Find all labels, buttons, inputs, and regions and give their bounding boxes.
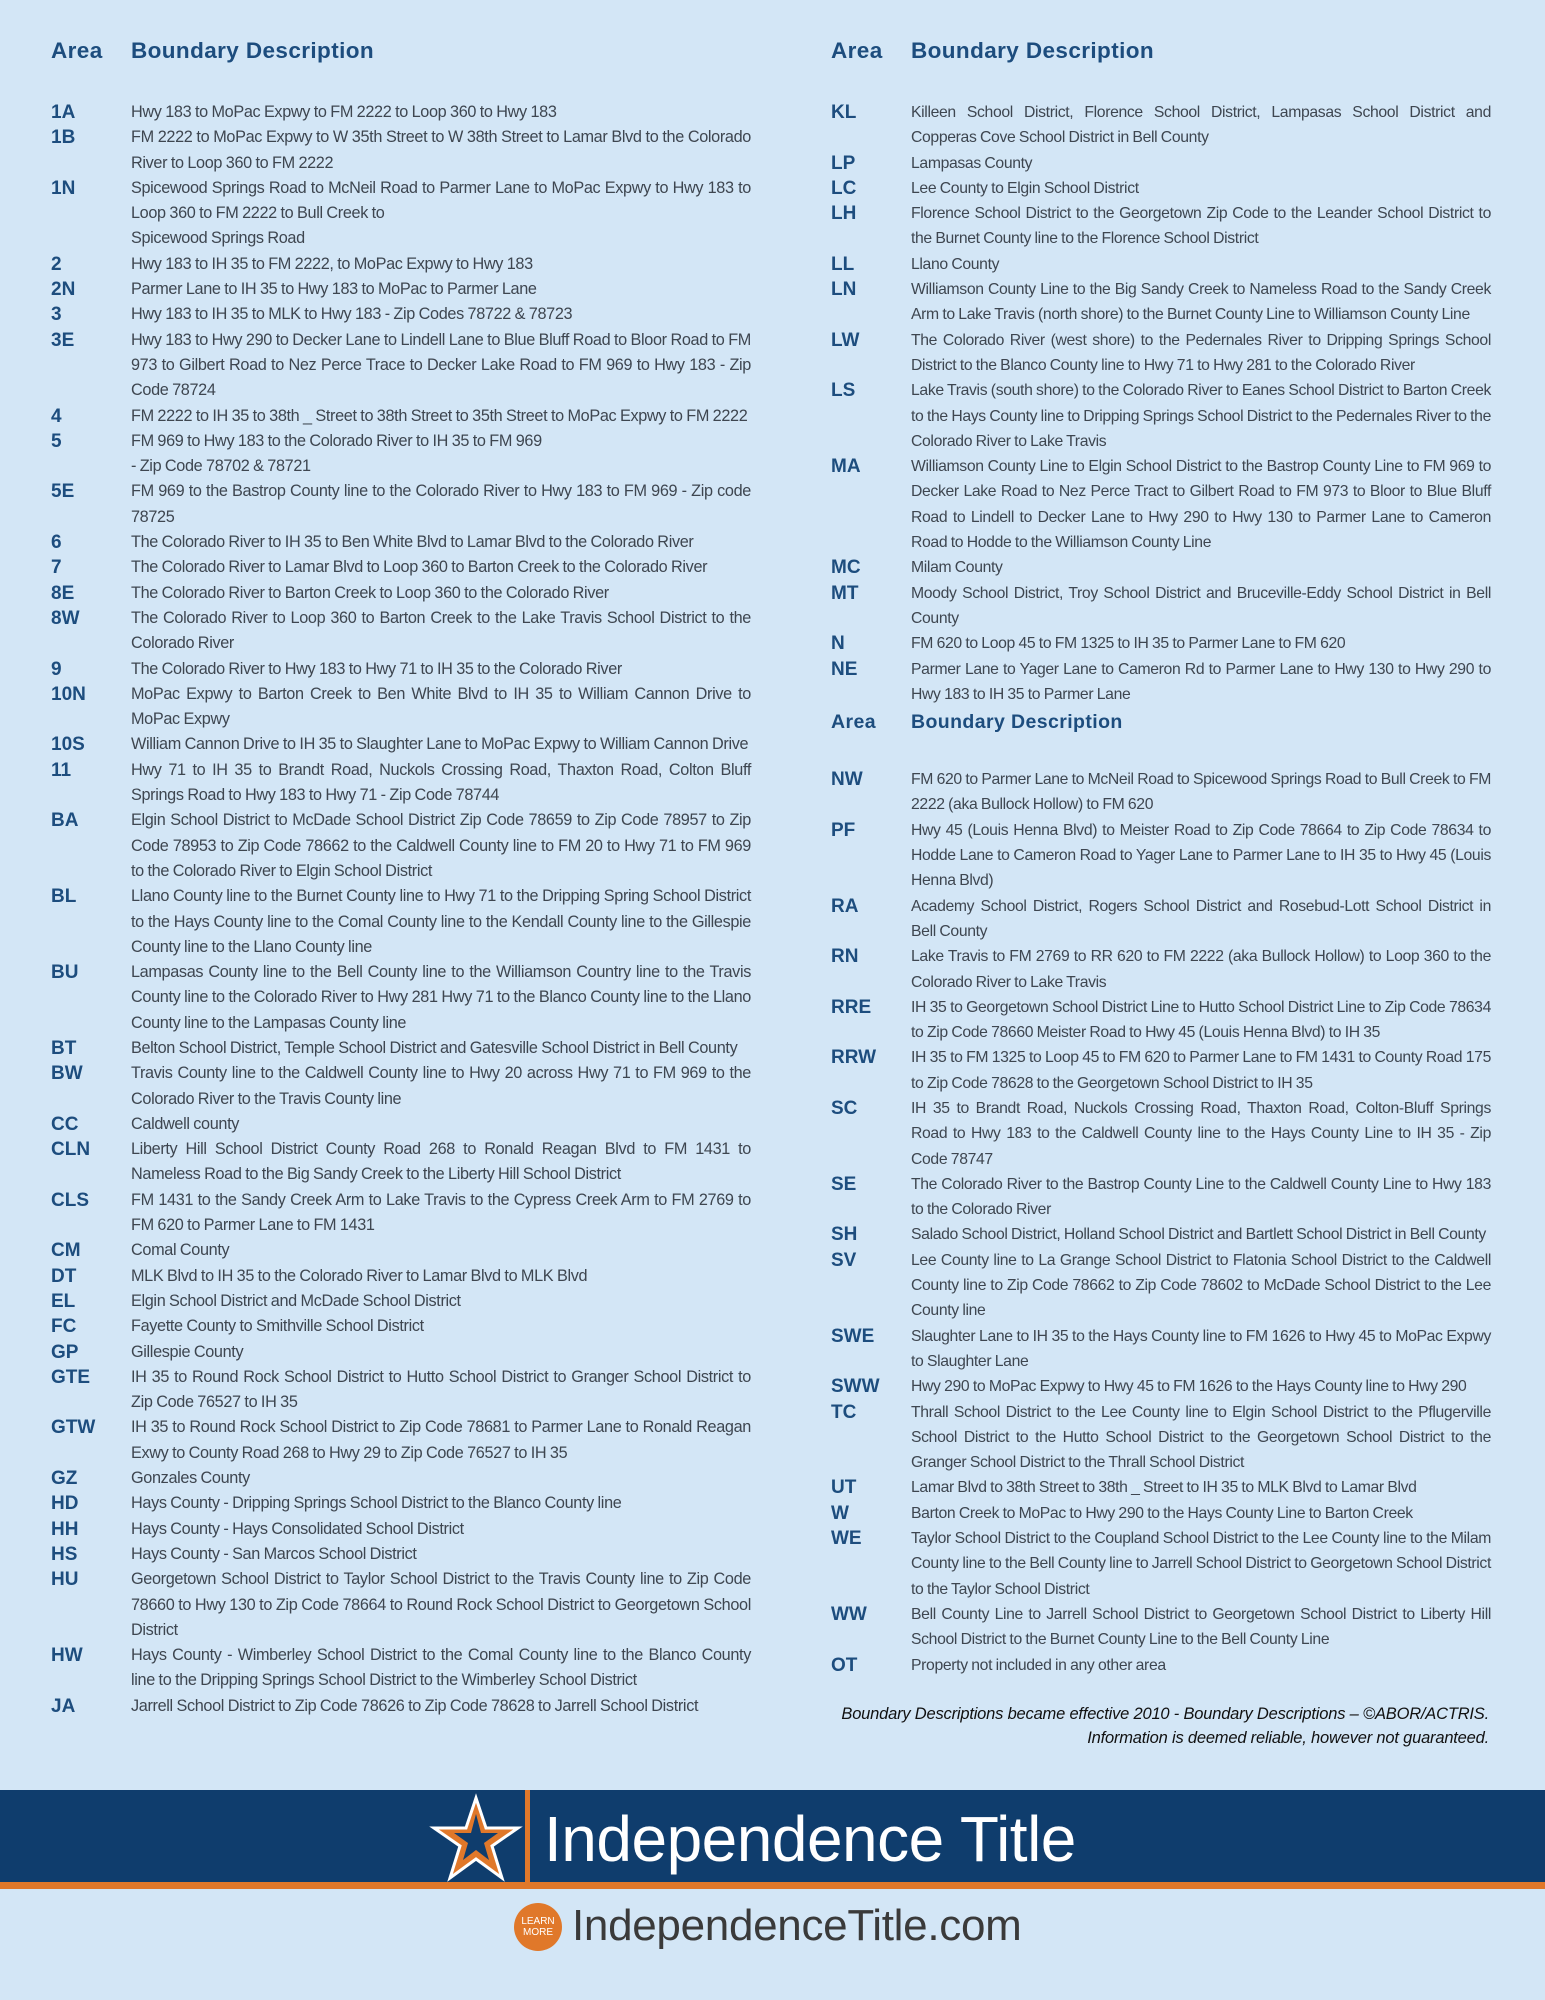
boundary-heading: Boundary Description (911, 38, 1155, 63)
area-entry (51, 328, 751, 404)
area-entry (51, 429, 751, 480)
area-description: Caldwell county (131, 1114, 240, 1133)
area-description: Gillespie County (131, 1342, 244, 1361)
area-description: FM 969 to the Bastrop County line to the Colorado River to Hwy 183 to FM 969 - Zip code 78725 (131, 482, 751, 526)
left-entry-list (51, 100, 751, 1719)
area-code: HH (51, 1518, 79, 1540)
area-code: TC (831, 1401, 857, 1423)
area-description: Thrall School District to the Lee County line to Elgin School District to the Pflugerville School District to the Hutto School District to the Georgetown School District to the Granger School District to the Thrall School District (911, 1403, 1491, 1472)
area-description: IH 35 to Brandt Road, Nuckols Crossing Road, Thaxton Road, Colton-Bluff Springs Road to Hwy 183 to the Caldwell County line to the Hays County Line to IH 35 - Zip Code 78747 (911, 1099, 1491, 1168)
area-code: SH (831, 1224, 858, 1246)
area-entry (831, 378, 1491, 454)
area-code: JA (51, 1695, 76, 1717)
left-column (51, 38, 751, 1719)
area-entry (51, 100, 751, 125)
area-code: UT (831, 1477, 857, 1499)
area-code: SE (831, 1173, 857, 1195)
area-code: 10S (51, 734, 85, 756)
area-description: Taylor School District to the Coupland School District to the Lee County line to the Milam County line to the Bell County line to Jarrell School District to Georgetown School District to the Taylor School District (911, 1530, 1491, 1598)
area-code: GTW (51, 1417, 96, 1439)
area-entry (831, 1602, 1491, 1653)
area-entry (51, 1061, 751, 1112)
area-entry (51, 581, 751, 606)
area-entry (831, 176, 1491, 201)
area-code: CLS (51, 1189, 89, 1211)
area-entry (51, 1542, 751, 1567)
area-description: Florence School District to the Georgetown Zip Code to the Leander School District to the Burnet County line to the Florence School District (911, 205, 1491, 248)
area-description: FM 969 to Hwy 183 to the Colorado River to IH 35 to FM 969 - Zip Code 78702 & 78721 (131, 431, 542, 476)
area-description: Hays County - San Marcos School District (131, 1544, 417, 1563)
area-description: Lake Travis (south shore) to the Colorado River to Eanes School District to Barton Creek to the Hays County line to Dripping Springs School District to the Pedernales River to the Colorado River to Lake Travis (911, 382, 1491, 450)
area-entry (51, 530, 751, 555)
area-description: The Colorado River to Hwy 183 to Hwy 71 to IH 35 to the Colorado River (131, 659, 622, 678)
area-description: Hays County - Dripping Springs School District to the Blanco County line (131, 1494, 622, 1513)
area-description: FM 1431 to the Sandy Creek Arm to Lake Travis to the Cypress Creek Arm to FM 2769 to FM 620 to Parmer Lane to FM 1431 (131, 1190, 751, 1235)
area-entry (831, 100, 1491, 151)
area-entry (51, 657, 751, 682)
area-code: SV (831, 1249, 857, 1271)
area-entry (831, 277, 1491, 328)
area-code: PF (831, 819, 856, 841)
area-code: OT (831, 1654, 858, 1676)
area-entry (51, 1238, 751, 1263)
website-link[interactable]: IndependenceTitle.com (572, 1901, 1022, 1950)
area-code: NW (831, 769, 863, 791)
area-code: 9 (51, 658, 62, 680)
area-entry (51, 758, 751, 809)
area-code: 2N (51, 279, 76, 301)
area-entry (51, 1517, 751, 1542)
area-code: LC (831, 177, 857, 199)
banner-divider (525, 1790, 530, 1888)
area-description: Hays County - Wimberley School District to the Comal County line to the Blanco County line to the Dripping Springs School District to the Wimberley School District (131, 1646, 751, 1690)
area-description: Hwy 183 to Hwy 290 to Decker Lane to Lindell Lane to Blue Bluff Road to Bloor Road to FM 973 to Gilbert Road to Nez Perce Trace to Decker Lake Road to FM 969 to Hwy 183 - Zip Code 78724 (131, 330, 751, 400)
area-description: Bell County Line to Jarrell School District to Georgetown School District to Liberty Hill School District to the Burnet County Line to the Bell County Line (911, 1605, 1491, 1649)
area-description: Williamson County Line to the Big Sandy Creek to Nameless Road to the Sandy Creek Arm to Lake Travis (north shore) to the Burnet County Line to Williamson County Line (911, 281, 1491, 324)
area-description: FM 620 to Parmer Lane to McNeil Road to Spicewood Springs Road to Bull Creek to FM 2222 (aka Bullock Hollow) to FM 620 (911, 771, 1491, 814)
area-entry (51, 1694, 751, 1719)
area-description: The Colorado River (west shore) to the Pedernales River to Dripping Springs School District to the Blanco County line to Hwy 71 to Hwy 281 to the Colorado River (911, 331, 1491, 374)
area-code: 11 (51, 759, 72, 781)
area-description: IH 35 to Round Rock School District to Hutto School District to Granger School District to Zip Code 76527 to IH 35 (131, 1367, 751, 1412)
left-column-header (51, 38, 751, 74)
area-heading: Area (831, 38, 883, 63)
area-entry (51, 1365, 751, 1416)
area-code: 3E (51, 329, 75, 351)
area-entry (831, 1222, 1491, 1247)
area-description: Hwy 290 to MoPac Expwy to Hwy 45 to FM 1626 to the Hays County line to Hwy 290 (911, 1378, 1467, 1396)
area-heading: Area (831, 711, 876, 734)
area-code: LN (831, 279, 857, 301)
area-code: KL (831, 102, 857, 123)
area-description: IH 35 to Round Rock School District to Zip Code 78681 to Parmer Lane to Ronald Reagan Exwy to County Road 268 to Hwy 29 to Zip Code 76527 to IH 35 (131, 1418, 751, 1462)
area-entry (51, 1264, 751, 1289)
area-entry (831, 894, 1491, 945)
area-code: NE (831, 658, 858, 680)
area-description: Hwy 183 to IH 35 to MLK to Hwy 183 - Zip Codes 78722 & 78723 (131, 305, 573, 324)
area-entry (831, 1400, 1491, 1476)
area-code: DT (51, 1265, 77, 1287)
area-entry (51, 1036, 751, 1061)
boundary-heading: Boundary Description (131, 38, 375, 63)
area-description: FM 620 to Loop 45 to FM 1325 to IH 35 to Parmer Lane to FM 620 (911, 635, 1346, 653)
area-code: 5E (51, 481, 75, 503)
area-description: The Colorado River to the Bastrop County Line to the Caldwell County Line to Hwy 183 to the Colorado River (911, 1175, 1491, 1219)
area-entry (51, 884, 751, 960)
area-description: Hays County - Hays Consolidated School District (131, 1519, 464, 1538)
area-code: FC (51, 1316, 77, 1338)
area-code: GTE (51, 1366, 91, 1388)
area-description: Killeen School District, Florence School District, Lampasas School District and Copperas Cove School District in Bell County (911, 104, 1491, 147)
area-description: Georgetown School District to Taylor School District to the Travis County line to Zip Code 78660 to Hwy 130 to Zip Code 78664 to Round Rock School District to Georgetown School District (131, 1570, 751, 1639)
area-description: IH 35 to Georgetown School District Line to Hutto School District Line to Zip Code 78634 to Zip Code 78660 Meister Road to Hwy 45 (Louis Henna Blvd) to IH 35 (911, 998, 1491, 1042)
area-code: HD (51, 1493, 79, 1515)
area-description: Hwy 71 to IH 35 to Brandt Road, Nuckols Crossing Road, Thaxton Road, Colton Bluff Springs Road to Hwy 183 to Hwy 71 - Zip Code 78744 (131, 760, 751, 805)
area-code: CM (51, 1240, 81, 1262)
area-code: BW (51, 1063, 83, 1085)
area-code: 10N (51, 683, 86, 705)
area-entry (831, 1526, 1491, 1602)
area-code: 8W (51, 607, 80, 629)
area-entry (51, 1137, 751, 1188)
area-description: Belton School District, Temple School District and Gatesville School District in Bell County (131, 1038, 738, 1057)
area-entry (51, 125, 751, 176)
area-entry (831, 995, 1491, 1046)
right-entry-list-2 (831, 767, 1491, 1678)
area-code: 1B (51, 127, 76, 149)
area-description: MoPac Expwy to Barton Creek to Ben White Blvd to IH 35 to William Cannon Drive to MoPac Expwy (131, 684, 751, 729)
area-code: BU (51, 962, 79, 984)
right-column (831, 38, 1491, 1678)
area-code: HU (51, 1569, 79, 1591)
area-description: Llano County (911, 255, 1000, 273)
area-code: N (831, 633, 845, 655)
area-description: Gonzales County (131, 1469, 250, 1488)
area-code: WW (831, 1603, 867, 1625)
area-description: IH 35 to FM 1325 to Loop 45 to FM 620 to Parmer Lane to FM 1431 to County Road 175 to Zip Code 78628 to the Georgetown School District to IH 35 (911, 1049, 1491, 1092)
area-code: RRE (831, 996, 872, 1018)
area-code: 3 (51, 304, 62, 326)
area-description: Lee County line to La Grange School District to Flatonia School District to the Caldwell County line to Zip Code 78662 to Zip Code 78602 to McDade School District to the Lee County line (911, 1251, 1491, 1320)
area-entry (51, 732, 751, 757)
area-description: Parmer Lane to IH 35 to Hwy 183 to MoPac to Parmer Lane (131, 280, 537, 299)
area-entry (51, 1289, 751, 1314)
area-description: Academy School District, Rogers School District and Rosebud-Lott School District in Bell County (911, 897, 1491, 940)
area-description: Jarrell School District to Zip Code 78626 to Zip Code 78628 to Jarrell School District (131, 1696, 699, 1715)
area-description: Slaughter Lane to IH 35 to the Hays County line to FM 1626 to Hwy 45 to MoPac Expwy to Slaughter Lane (911, 1327, 1491, 1370)
area-description: FM 2222 to MoPac Expwy to W 35th Street to W 38th Street to Lamar Blvd to the Colorado River to Loop 360 to FM 2222 (131, 128, 751, 172)
area-description: FM 2222 to IH 35 to 38th _ Street to 38th Street to 35th Street to MoPac Expwy to FM 2222 (131, 406, 748, 425)
learn-more-badge[interactable]: LEARN MORE (514, 1903, 562, 1951)
area-description: Salado School District, Holland School District and Bartlett School District in Bell County (911, 1226, 1486, 1244)
area-code: MT (831, 582, 859, 604)
area-entry (51, 1415, 751, 1466)
area-entry (51, 176, 751, 252)
disclaimer-line-1: Boundary Descriptions became effective 2010 - Boundary Descriptions – ©ABOR/ACTRIS. (841, 1705, 1489, 1723)
area-entry (831, 151, 1491, 176)
area-code: GP (51, 1341, 79, 1363)
area-code: 1A (51, 102, 76, 123)
area-description: The Colorado River to IH 35 to Ben White Blvd to Lamar Blvd to the Colorado River (131, 533, 694, 552)
area-entry (51, 960, 751, 1036)
right-entry-list-1 (831, 100, 1491, 707)
star-logo-icon (426, 1790, 526, 1888)
right-column-header (831, 38, 1491, 74)
area-entry (51, 479, 751, 530)
area-description: Spicewood Springs Road to McNeil Road to Parmer Lane to MoPac Expwy to Hwy 183 to Loop 360 to FM 2222 to Bull Creek to Spicewood Springs Road (131, 178, 751, 248)
area-code: 2 (51, 253, 62, 275)
area-entry (51, 1340, 751, 1365)
area-entry (831, 1172, 1491, 1223)
area-description: The Colorado River to Lamar Blvd to Loop 360 to Barton Creek to the Colorado River (131, 558, 708, 577)
area-description: Hwy 45 (Louis Henna Blvd) to Meister Road to Zip Code 78664 to Zip Code 78634 to Hodde Lane to Cameron Road to Yager Lane to Parmer Lane to IH 35 to Hwy 45 (Louis Henna Blvd) (911, 821, 1491, 890)
area-code: W (831, 1502, 849, 1524)
area-code: RA (831, 895, 859, 917)
area-code: LL (831, 253, 855, 275)
area-entry (831, 1248, 1491, 1324)
area-description: Travis County line to the Caldwell County line to Hwy 20 across Hwy 71 to FM 969 to the Colorado River to the Travis County line (131, 1064, 751, 1108)
area-entry (51, 1643, 751, 1694)
area-description: Property not included in any other area (911, 1656, 1166, 1674)
area-description: Moody School District, Troy School District and Bruceville-Eddy School District in Bell County (911, 584, 1491, 627)
area-entry (51, 555, 751, 580)
area-entry (831, 252, 1491, 277)
area-entry (831, 944, 1491, 995)
area-description: Elgin School District and McDade School District (131, 1291, 461, 1310)
area-entry (51, 682, 751, 733)
area-entry (831, 657, 1491, 708)
area-code: SWE (831, 1325, 875, 1347)
area-entry (51, 302, 751, 327)
area-code: LS (831, 380, 856, 402)
right-mid-header (831, 711, 1491, 741)
area-entry (831, 818, 1491, 894)
area-entry (51, 252, 751, 277)
disclaimer-note (789, 1702, 1489, 1750)
area-description: Hwy 183 to IH 35 to FM 2222, to MoPac Expwy to Hwy 183 (131, 254, 533, 273)
area-entry (831, 1324, 1491, 1375)
area-description: Elgin School District to McDade School District Zip Code 78659 to Zip Code 78957 to Zip Code 78953 to Zip Code 78662 to the Caldwell County line to FM 20 to Hwy 71 to FM 969 to the Colorado River to Elgin School District (131, 811, 751, 880)
area-code: WE (831, 1528, 862, 1550)
area-code: 5 (51, 430, 62, 452)
area-code: 7 (51, 557, 62, 579)
area-entry (831, 631, 1491, 656)
area-heading: Area (51, 38, 103, 63)
area-code: BL (51, 886, 77, 908)
area-code: CC (51, 1113, 79, 1135)
area-entry (831, 454, 1491, 555)
area-code: LW (831, 329, 860, 351)
area-code: LH (831, 203, 857, 225)
banner-stripe (0, 1882, 1545, 1889)
area-code: 4 (51, 405, 62, 427)
area-code: HS (51, 1543, 78, 1565)
area-code: SWW (831, 1376, 880, 1398)
area-code: HW (51, 1645, 83, 1667)
area-entry (831, 581, 1491, 632)
area-description: Parmer Lane to Yager Lane to Cameron Rd to Parmer Lane to Hwy 130 to Hwy 290 to Hwy 183 to IH 35 to Parmer Lane (911, 660, 1491, 703)
area-description: Lampasas County (911, 154, 1033, 172)
area-entry (831, 1475, 1491, 1500)
area-entry (51, 808, 751, 884)
area-code: SC (831, 1097, 858, 1119)
area-code: MC (831, 557, 861, 579)
boundary-heading: Boundary Description (911, 711, 1123, 734)
area-entry (831, 555, 1491, 580)
area-code: RRW (831, 1047, 877, 1069)
area-code: BA (51, 810, 79, 832)
area-code: EL (51, 1290, 76, 1312)
area-description: Lee County to Elgin School District (911, 179, 1139, 197)
area-description: The Colorado River to Loop 360 to Barton Creek to the Lake Travis School District to the Colorado River (131, 608, 751, 653)
area-entry (831, 328, 1491, 379)
area-entry (51, 1112, 751, 1137)
area-description: Lamar Blvd to 38th Street to 38th _ Street to IH 35 to MLK Blvd to Lamar Blvd (911, 1479, 1417, 1497)
area-code: 6 (51, 532, 62, 554)
area-entry (831, 1096, 1491, 1172)
area-entry (51, 1491, 751, 1516)
area-description: The Colorado River to Barton Creek to Loop 360 to the Colorado River (131, 583, 609, 602)
area-description: Comal County (131, 1241, 230, 1260)
area-entry (51, 277, 751, 302)
area-code: GZ (51, 1468, 78, 1490)
area-entry (831, 1653, 1491, 1678)
area-entry (831, 1501, 1491, 1526)
area-code: RN (831, 946, 859, 968)
area-code: 1N (51, 177, 76, 199)
area-code: CLN (51, 1139, 91, 1161)
area-code: MA (831, 456, 861, 478)
area-description: William Cannon Drive to IH 35 to Slaughter Lane to MoPac Expwy to William Cannon Drive (131, 735, 749, 754)
area-code: 8E (51, 582, 75, 604)
area-entry (51, 1314, 751, 1339)
area-description: Williamson County Line to Elgin School District to the Bastrop County Line to FM 969 to Decker Lake Road to Nez Perce Tract to Gilbert Road to FM 973 to Bloor to Blue Bluff Road to Lindell to Decker Lane to Hwy 290 to Hwy 130 to Parmer Lane to Cameron Road to Hodde to the Williamson County Line (911, 458, 1491, 552)
area-code: LP (831, 152, 856, 174)
area-entry (51, 1567, 751, 1643)
disclaimer-line-2: Information is deemed reliable, however not guaranteed. (1087, 1729, 1489, 1747)
area-description: Llano County line to the Burnet County line to Hwy 71 to the Dripping Spring School District to the Hays County line to the Comal County line to the Kendall County line to the Gillespie County line to the Llano County line (131, 887, 751, 956)
area-description: Liberty Hill School District County Road 268 to Ronald Reagan Blvd to FM 1431 to Nameless Road to the Big Sandy Creek to the Liberty Hill School District (131, 1140, 751, 1184)
area-entry (51, 1466, 751, 1491)
area-description: Lake Travis to FM 2769 to RR 620 to FM 2222 (aka Bullock Hollow) to Loop 360 to the Colorado River to Lake Travis (911, 948, 1491, 991)
area-entry (831, 201, 1491, 252)
area-description: Milam County (911, 559, 1003, 577)
area-entry (831, 1045, 1491, 1096)
area-code: BT (51, 1037, 77, 1059)
area-entry (831, 767, 1491, 818)
area-entry (51, 1188, 751, 1239)
area-description: MLK Blvd to IH 35 to the Colorado River to Lamar Blvd to MLK Blvd (131, 1266, 588, 1285)
area-description: Barton Creek to MoPac to Hwy 290 to the Hays County Line to Barton Creek (911, 1504, 1413, 1522)
brand-name: Independence Title (544, 1803, 1076, 1875)
area-entry (51, 404, 751, 429)
area-description: Hwy 183 to MoPac Expwy to FM 2222 to Loop 360 to Hwy 183 (131, 103, 557, 121)
area-entry (831, 1374, 1491, 1399)
area-description: Lampasas County line to the Bell County line to the Williamson Country line to the Travis County line to the Colorado River to Hwy 281 Hwy 71 to the Blanco County line to the Llano County line to the Lampasas County line (131, 963, 751, 1032)
area-entry (51, 606, 751, 657)
area-description: Fayette County to Smithville School District (131, 1317, 424, 1336)
